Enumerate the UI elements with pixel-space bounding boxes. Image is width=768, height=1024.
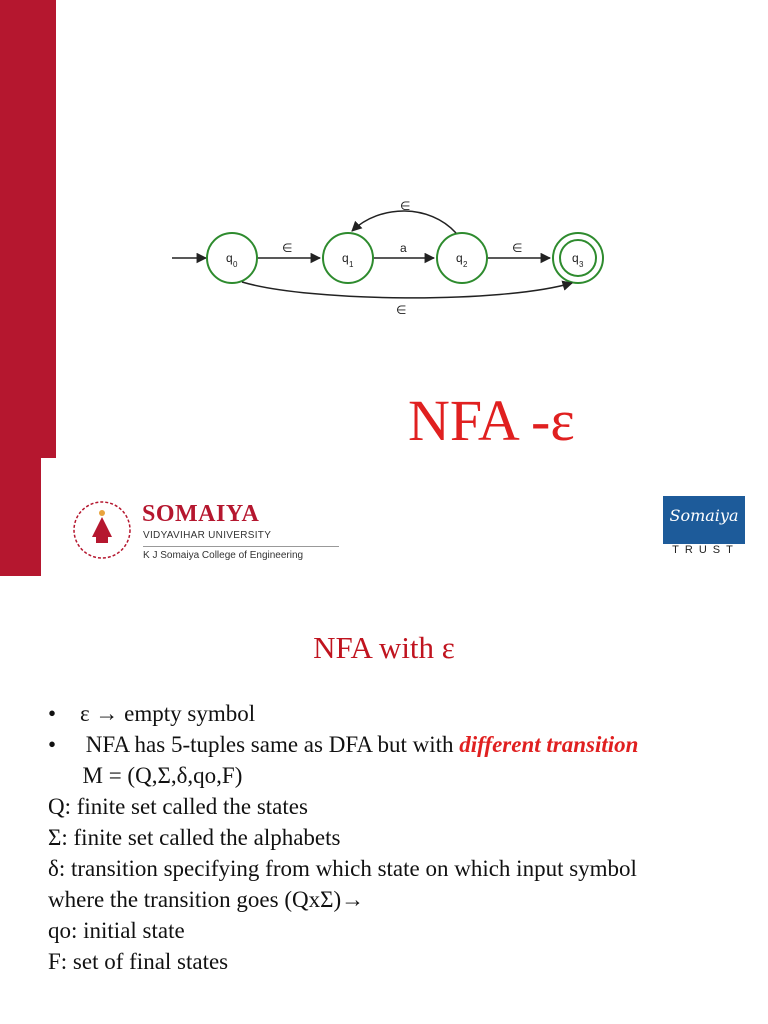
transition-q2-q1 [352,211,456,233]
trust-logo-script: Somaiya [669,506,739,525]
emphasis-text: different transition [459,732,639,757]
nfa-diagram [160,190,620,330]
svg-text:2: 2 [463,260,468,269]
bullet-item: • ε → empty symbol [48,698,748,729]
transition-q0-q3-label: ∈ [396,303,407,317]
svg-text:1: 1 [349,260,354,269]
transition-q0-q1-label: ∈ [282,241,293,255]
section-title: NFA with ε [313,630,455,665]
somaiya-university-logo [66,497,346,567]
transition-q0-q3 [242,282,572,298]
left-accent-bar-inner [41,0,56,458]
state-q1 [323,233,373,283]
svg-text:3: 3 [579,260,584,269]
text-line: M = (Q,Σ,δ,qo,F) [48,763,243,788]
somaiya-university: VIDYAVIHAR UNIVERSITY [143,530,272,541]
text-line: δ: transition specifying from which state on which input symbol [48,856,637,881]
somaiya-college: K J Somaiya College of Engineering [143,550,304,561]
svg-text:q: q [456,251,463,265]
bullet-dot-icon: • [48,701,57,726]
somaiya-name: SOMAIYA [142,501,260,527]
bullet-item: • NFA has 5-tuples same as DFA but with different transition [48,729,748,760]
logo-divider [143,546,339,547]
state-q0 [207,233,257,283]
transition-q1-q2-label: a [400,241,407,255]
text-line: where the transition goes (QxΣ)→ [48,887,365,912]
transition-q2-q1-label: ∈ [400,199,411,213]
text-line: Σ: finite set called the alphabets [48,825,341,850]
text-line: Q: finite set called the states [48,794,308,819]
slide-title: NFA -ε [408,388,575,453]
svg-text:q: q [226,251,233,265]
text-line: F: set of final states [48,949,229,974]
svg-text:q: q [572,251,579,265]
svg-text:0: 0 [233,260,238,269]
state-q2 [437,233,487,283]
transition-q2-q3-label: ∈ [512,241,523,255]
text-line: qo: initial state [48,918,185,943]
somaiya-trust-logo [663,496,745,560]
bullet-dot-icon: • [48,732,57,757]
section-content [48,698,748,977]
svg-text:q: q [342,251,349,265]
left-accent-bar [0,0,41,576]
trust-logo-label: TRUST [672,544,739,556]
somaiya-seal-icon [66,497,138,567]
state-q3-final [553,233,603,283]
